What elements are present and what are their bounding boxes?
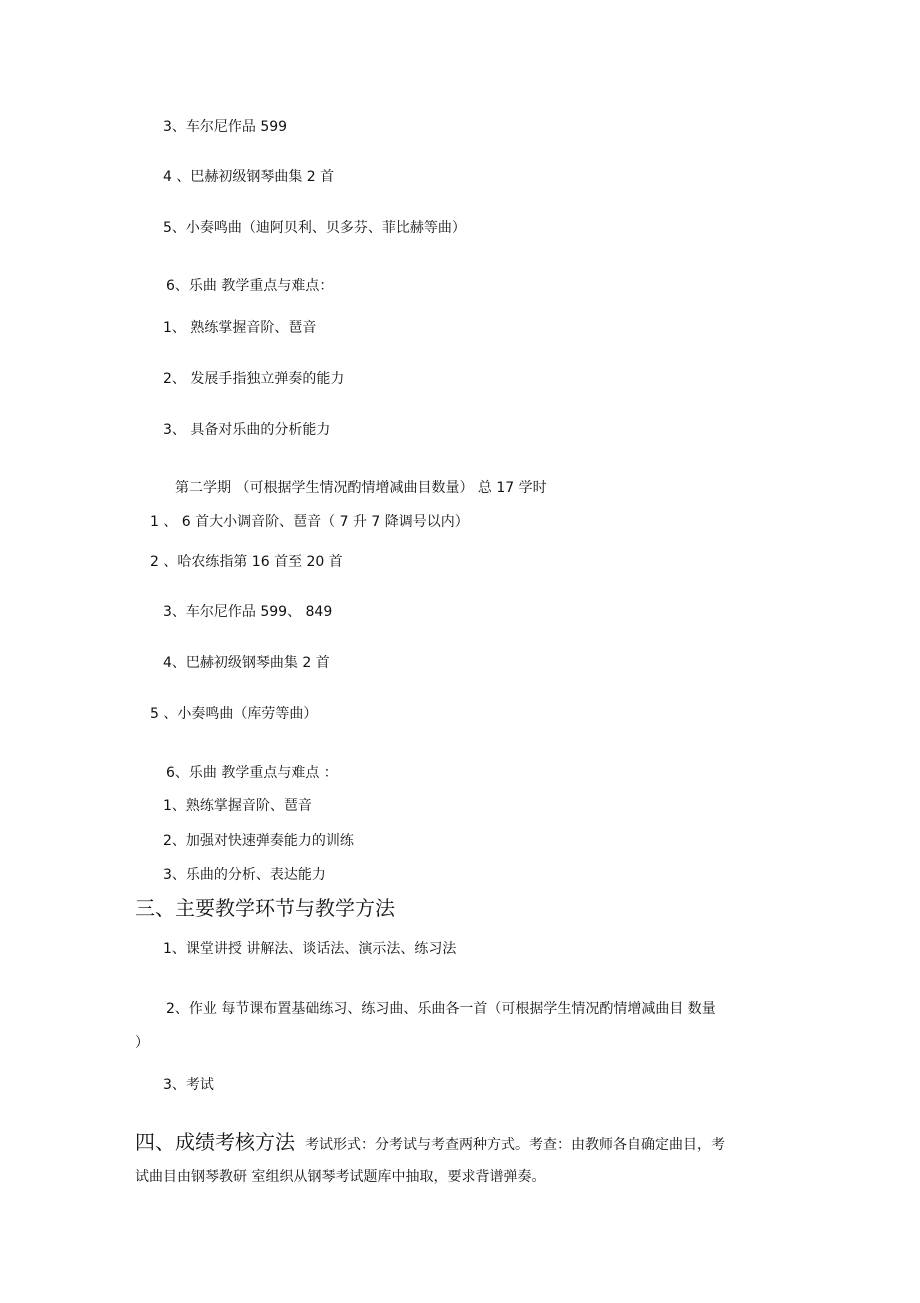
s1-point-3: 3、 具备对乐曲的分析能力 — [163, 422, 331, 438]
section-3-heading: 三、主要教学环节与教学方法 — [135, 896, 395, 920]
s2-point-1: 1、熟练掌握音阶、琶音 — [163, 798, 312, 814]
s2-item-5: 5 、小奏鸣曲（库劳等曲） — [150, 706, 318, 722]
s3-item-3: 3、考试 — [163, 1077, 214, 1093]
s1-item-4: 4 、巴赫初级钢琴曲集 2 首 — [163, 169, 335, 185]
section-4-heading: 四、成绩考核方法 — [135, 1130, 295, 1154]
s2-item-4: 4、巴赫初级钢琴曲集 2 首 — [163, 655, 330, 671]
s1-item-6: 6、乐曲 教学重点与难点： — [166, 278, 334, 294]
s2-point-2: 2、加强对快速弹奏能力的训练 — [163, 833, 354, 849]
semester2-title: 第二学期 （可根据学生情况酌情增减曲目数量） 总 17 学时 — [175, 480, 547, 496]
s3-item-2-line-1: 2、作业 每节课布置基础练习、练习曲、乐曲各一首（可根据学生情况酌情增减曲目 数量 — [166, 1001, 716, 1017]
s1-item-3: 3、车尔尼作品 599 — [163, 119, 288, 135]
s3-item-2-line-2: ） — [135, 1035, 149, 1051]
s1-point-1: 1、 熟练掌握音阶、琶音 — [163, 320, 317, 336]
s2-item-3: 3、车尔尼作品 599、 849 — [163, 604, 333, 620]
s1-item-5: 5、小奏鸣曲（迪阿贝利、贝多芬、菲比赫等曲） — [163, 220, 466, 236]
section-4-first-line — [135, 1129, 725, 1158]
section-4-text-line-2: 试曲目由钢琴教研 室组织从钢琴考试题库中抽取，要求背谱弹奏。 — [135, 1169, 546, 1185]
s2-item-6: 6、乐曲 教学重点与难点 ： — [166, 765, 338, 781]
s2-point-3: 3、乐曲的分析、表达能力 — [163, 867, 326, 883]
s1-point-2: 2、 发展手指独立弹奏的能力 — [163, 371, 345, 387]
s2-item-2: 2 、哈农练指第 16 首至 20 首 — [150, 554, 343, 570]
s2-item-1: 1 、 6 首大小调音阶、琶音（ 7 升 7 降调号以内） — [150, 514, 469, 530]
section-4-text-line-1: 考试形式：分考试与考查两种方式。考查：由教师各自确定曲目，考 — [305, 1137, 725, 1153]
s3-item-1: 1、课堂讲授 讲解法、谈话法、演示法、练习法 — [163, 941, 457, 957]
